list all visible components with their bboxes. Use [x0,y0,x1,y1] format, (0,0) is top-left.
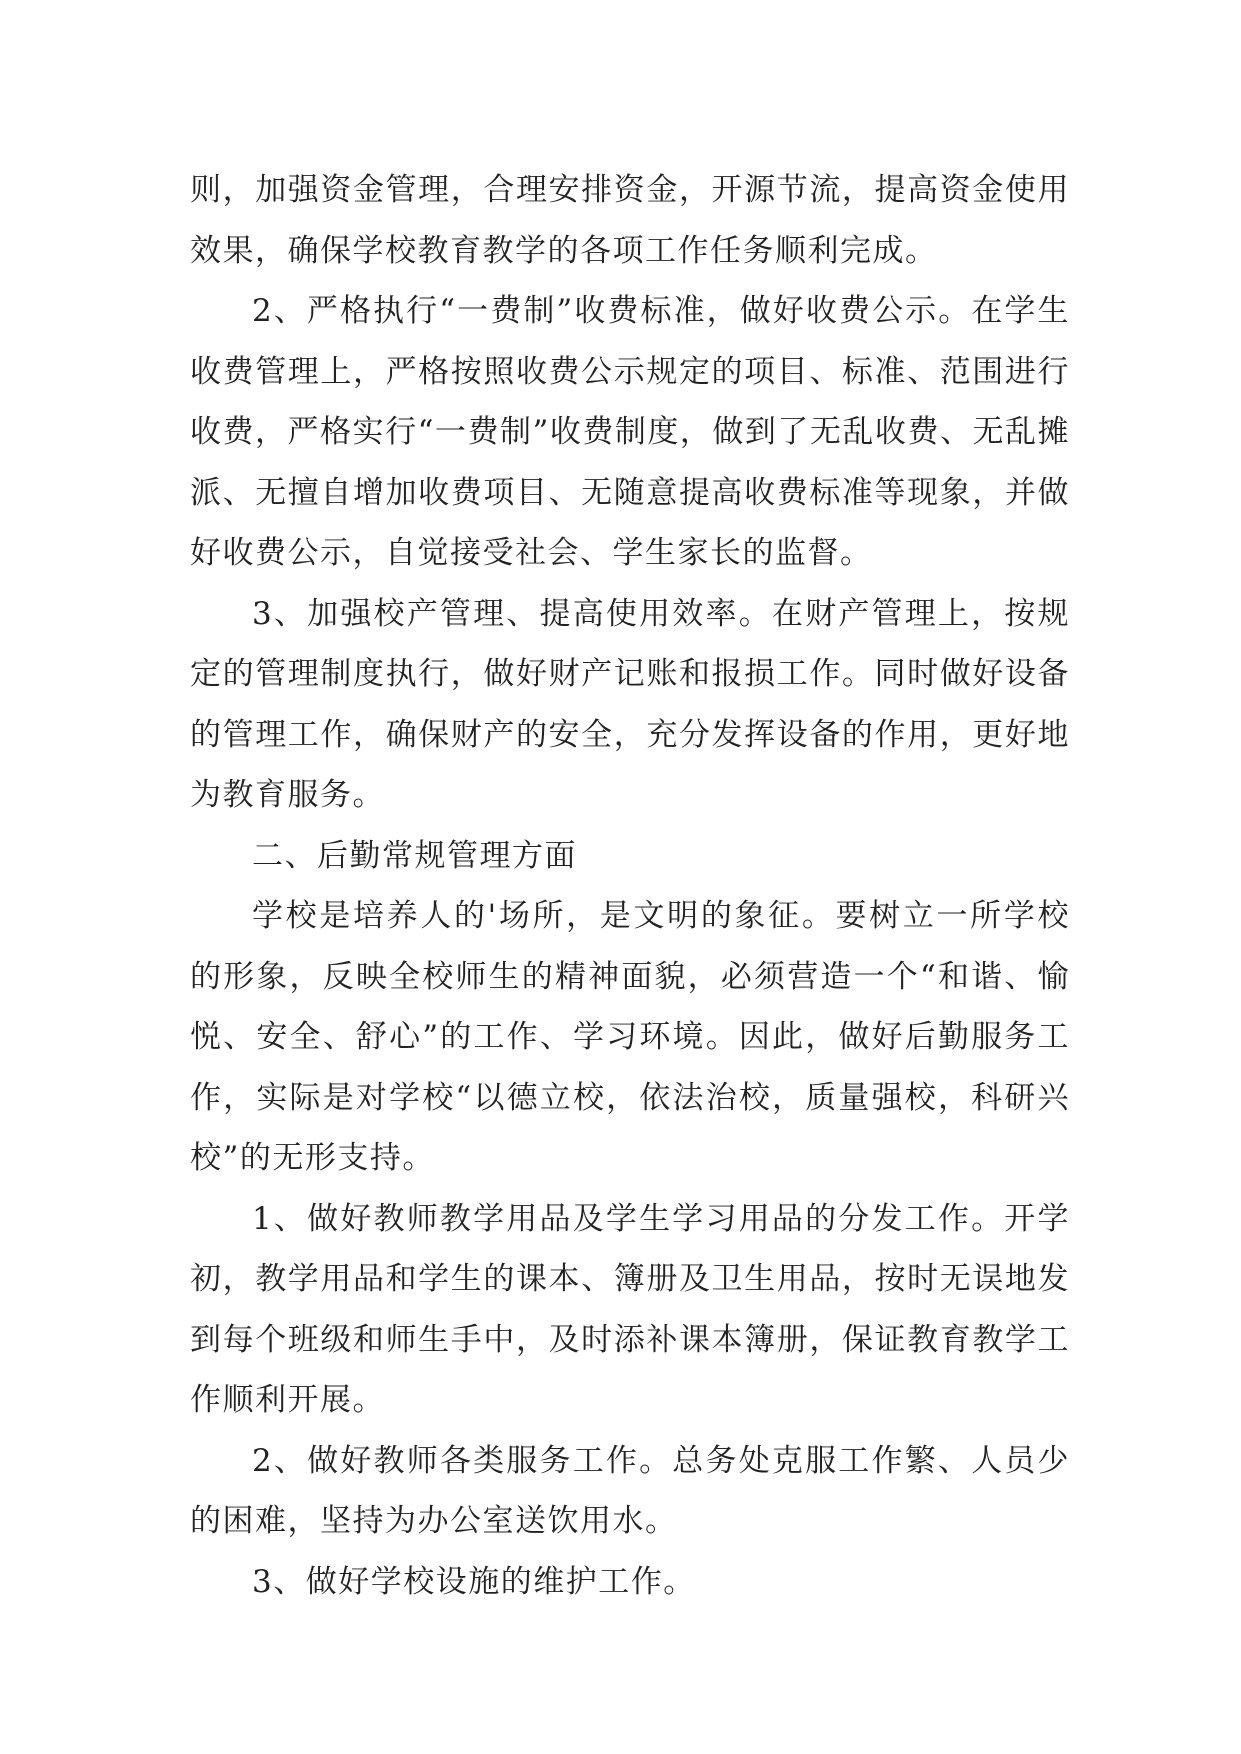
paragraph-supplies-distribution: 1、做好教师教学用品及学生学习用品的分发工作。开学初，教学用品和学生的课本、簿册及卫生用品，按时无误地发到每个班级和师生手中，及时添补课本簿册，保证教育教学工作顺利开展。 [190,1200,1070,1418]
paragraph-fee-standard: 2、严格执行“一费制”收费标准，做好收费公示。在学生收费管理上，严格按照收费公示规定的项目、标准、范围进行收费，严格实行“一费制”收费制度，做到了无乱收费、无乱摊派、无擅自增加收费项目、无随意提高收费标准等现象，并做好收费公示，自觉接受社会、学生家长的监督。 [190,293,1070,571]
paragraph-property-management: 3、加强校产管理、提高使用效率。在财产管理上，按规定的管理制度执行，做好财产记账和报损工作。同时做好设备的管理工作，确保财产的安全，充分发挥设备的作用，更好地为教育服务。 [190,595,1070,813]
paragraph-teacher-services: 2、做好教师各类服务工作。总务处克服工作繁、人员少的困难，坚持为办公室送饮用水。 [190,1442,1070,1539]
paragraph-facility-maintenance: 3、做好学校设施的维护工作。 [252,1563,696,1600]
section-heading-logistics: 二、后勤常规管理方面 [252,837,577,874]
paragraph-continuation: 则，加强资金管理，合理安排资金，开源节流，提高资金使用效果，确保学校教育教学的各项工作任务顺利完成。 [190,172,1070,269]
document-body [190,160,1070,1612]
paragraph-school-image: 学校是培养人的'场所，是文明的象征。要树立一所学校的形象，反映全校师生的精神面貌，必须营造一个“和谐、愉悦、安全、舒心”的工作、学习环境。因此，做好后勤服务工作，实际是对学校“以德立校，依法治校，质量强校，科研兴校”的无形支持。 [190,898,1070,1176]
